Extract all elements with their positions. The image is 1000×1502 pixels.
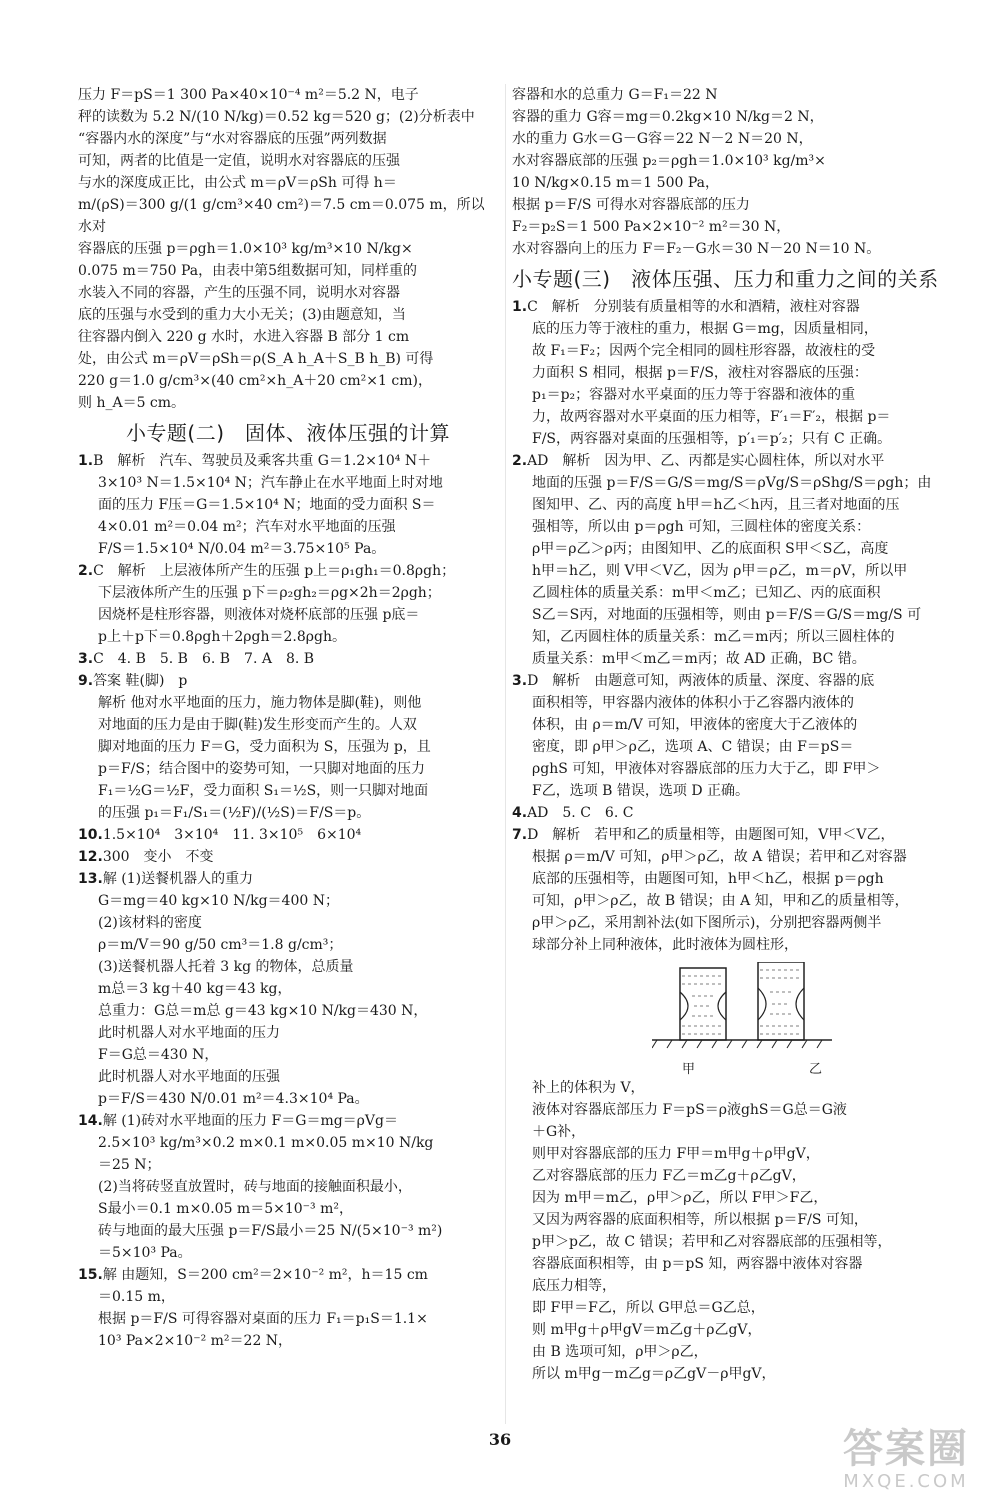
text-line: p甲＞p乙，故 C 错误；若甲和乙对容器底部的压强相等， (532, 1234, 892, 1250)
answer-number: 12. (78, 849, 103, 865)
answer-line: 此时机器人对水平地面的压力 (98, 1025, 280, 1041)
answer-line: 底部的压强相等，由题图可知，h甲＜h乙，根据 p＝ρgh (532, 871, 884, 887)
answer-line: h甲＝h乙，则 V甲＜V乙，因为 ρ甲＝ρ乙，m＝ρV，所以甲 (532, 563, 908, 579)
container-yi (758, 962, 804, 1040)
column-divider (505, 84, 506, 1424)
answer-line: (3)送餐机器人托着 3 kg 的物体，总质量 (98, 959, 354, 975)
answer-text: AD 解析 因为甲、乙、丙都是实心圆柱体，所以对水平 (527, 453, 885, 469)
answer-line: p＝F/S＝430 N/0.01 m²＝4.3×10⁴ Pa。 (98, 1091, 369, 1107)
answer-number: 13. (78, 871, 103, 887)
answer-item (512, 670, 942, 802)
answer-line: 2.5×10³ kg/m³×0.2 m×0.1 m×0.05 m×10 N/kg (98, 1135, 434, 1151)
answer-text: C 解析 上层液体所产生的压强 p上＝ρ₁gh₁＝0.8ρgh； (93, 563, 456, 579)
answer-line: p₁＝p₂；容器对水平桌面的压力等于容器和液体的重 (532, 387, 856, 403)
answer-line: F＝G总＝430 N， (98, 1047, 219, 1063)
text-line: “容器内水的深度”与“水对容器底的压强”两列数据 (78, 131, 387, 147)
answer-item (512, 824, 942, 956)
figure-label-jia: 甲 (682, 1062, 696, 1077)
answer-item (78, 868, 498, 1110)
answer-text: 300 变小 不变 (102, 849, 214, 865)
answer-item (78, 450, 498, 560)
section-title-3: 小专题(三) 液体压强、压力和重力之间的关系 (512, 267, 939, 291)
text-line: 由 B 选项可知，ρ甲＞ρ乙， (532, 1344, 708, 1360)
answer-line: 根据 p＝F/S 可得容器对桌面的压力 F₁＝p₁S＝1.1× (98, 1311, 428, 1327)
answer-item (512, 296, 942, 450)
left-column (78, 84, 498, 1352)
answer-line: 10³ Pa×2×10⁻² m²＝22 N， (98, 1333, 293, 1349)
answer-line: 砖与地面的最大压强 p＝F/S最小＝25 N/(5×10⁻³ m²) (98, 1223, 443, 1239)
text-line: 因为 m甲＝m乙，ρ甲＞ρ乙，所以 F甲＞F乙， (532, 1190, 828, 1206)
containers-figure (652, 962, 832, 1050)
answer-line: 4×0.01 m²＝0.04 m²；汽车对水平地面的压强 (98, 519, 396, 535)
text-line: 秤的读数为 5.2 N/(10 N/kg)＝0.52 kg＝520 g；(2)分析表中 (78, 109, 475, 125)
answer-text: D 解析 若甲和乙的质量相等，由题图可知，V甲＜V乙， (527, 827, 895, 843)
answer-item (78, 648, 498, 670)
figure-labels (682, 1058, 822, 1077)
answer-line: ＝0.15 m， (98, 1289, 175, 1305)
container-jia (680, 968, 726, 1040)
answer-text: C 4. B 5. B 6. B 7. A 8. B (93, 651, 315, 667)
answer-text: 答案 鞋(脚) p (93, 673, 188, 689)
answer-item (512, 802, 942, 824)
text-line: ＋G补， (532, 1124, 586, 1140)
text-line: 所以 m甲g－m乙g＝ρ乙gV－ρ甲gV， (532, 1366, 776, 1382)
text-line: 容器底的压强 p＝ρgh＝1.0×10³ kg/m³×10 N/kg× (78, 241, 413, 257)
text-line: 液体对容器底部压力 F＝pS＝ρ液ghS＝G总＝G液 (532, 1102, 847, 1118)
answer-text: 1.5×10⁴ 3×10⁴ 11. 3×10⁵ 6×10⁴ (102, 827, 362, 843)
answer-line: 体积，由 ρ＝m/V 可知，甲液体的密度大于乙液体的 (532, 717, 858, 733)
answer-number: 3. (78, 651, 94, 667)
answer-first-line (78, 560, 498, 582)
answer-item (78, 1264, 498, 1352)
answer-line: ρ＝m/V＝90 g/50 cm³＝1.8 g/cm³； (98, 937, 343, 953)
answer-line: G＝mg＝40 kg×10 N/kg＝400 N； (98, 893, 339, 909)
right-intro-text (512, 84, 942, 260)
answer-line: 底的压力等于液柱的重力，根据 G＝mg，因质量相同， (532, 321, 878, 337)
answer-number: 7. (512, 827, 528, 843)
answer-item (78, 824, 498, 846)
answer-line: p＝F/S；结合图中的姿势可知，一只脚对地面的压力 (98, 761, 425, 777)
answer-line: ρ甲＝ρ乙＞ρ丙；由图知甲、乙的底面积 S甲＜S乙，高度 (532, 541, 889, 557)
answer-number: 10. (78, 827, 103, 843)
answer-line: 密度，即 ρ甲＞ρ乙，选项 A、C 错误；由 F＝pS＝ (532, 739, 854, 755)
answer-line: 总重力：G总＝m总 g＝43 kg×10 N/kg＝430 N， (98, 1003, 428, 1019)
text-line: 乙对容器底部的压力 F乙＝m乙g＋ρ乙gV， (532, 1168, 806, 1184)
answer-first-line (78, 824, 498, 846)
answer-line: ＝5×10³ Pa。 (98, 1245, 192, 1261)
text-line: m/(ρS)＝300 g/(1 g/cm³×40 cm²)＝7.5 cm＝0.075 m，所以水对 (78, 197, 485, 235)
answer-line: 脚对地面的压力 F＝G，受力面积为 S，压强为 p，且 (98, 739, 431, 755)
watermark-text-bottom: MXQE.COM (843, 1471, 969, 1492)
left-answer-list (78, 450, 498, 1352)
answer-first-line (512, 802, 942, 824)
answer-line: 故 F₁＝F₂；因两个完全相同的圆柱形容器，故液柱的受 (532, 343, 876, 359)
answer-text: D 解析 由题意可知，两液体的质量、深度、容器的底 (527, 673, 875, 689)
answer-first-line (78, 1264, 498, 1286)
answer-first-line (78, 846, 498, 868)
answer-line: 此时机器人对水平地面的压强 (98, 1069, 280, 1085)
answer-line: 的压强 p₁＝F₁/S₁＝(½F)/(½S)＝F/S＝p。 (98, 805, 371, 821)
answer-first-line (78, 450, 498, 472)
left-intro-text (78, 84, 498, 414)
answer-line: S最小＝0.1 m×0.05 m＝5×10⁻³ m²， (98, 1201, 354, 1217)
answer-first-line (78, 1110, 498, 1132)
answer-line: 解析 他对水平地面的压力，施力物体是脚(鞋)，则他 (98, 695, 422, 711)
answer-line: 知，乙丙圆柱体的质量关系：m乙＝m丙；所以三圆柱体的 (532, 629, 895, 645)
answer-text: C 解析 分别装有质量相等的水和酒精，液柱对容器 (527, 299, 860, 315)
answer-number: 1. (78, 453, 94, 469)
answer-item (78, 1110, 498, 1264)
answer-number: 14. (78, 1113, 103, 1129)
text-line: 水装入不同的容器，产生的压强不同，说明水对容器 (78, 285, 400, 301)
text-line: 与水的深度成正比，由公式 m＝ρV＝ρSh 可得 h＝ (78, 175, 397, 191)
text-line: 底压力相等， (532, 1278, 616, 1294)
text-line: 220 g＝1.0 g/cm³×(40 cm²×h_A＋20 cm²×1 cm)， (78, 373, 432, 389)
answer-line: 可知，ρ甲＞ρ乙，故 B 错误；由 A 知，甲和乙的质量相等， (532, 893, 909, 909)
text-line: 底的压强与水受到的重力大小无关；(3)由题意知，当 (78, 307, 406, 323)
text-line: 容器的重力 G容＝mg＝0.2kg×10 N/kg＝2 N， (512, 109, 824, 125)
answer-number: 1. (512, 299, 528, 315)
section-title-2: 小专题(二) 固体、液体压强的计算 (125, 421, 451, 445)
answer-line: 对地面的压力是由于脚(鞋)发生形变而产生的。人双 (98, 717, 417, 733)
right-answer-list (512, 296, 942, 956)
answer-line: 因烧杯是柱形容器，则液体对烧杯底部的压强 p底＝ (98, 607, 420, 623)
answer-line: 力面积 S 相同，根据 p＝F/S，液柱对容器底的压强： (532, 365, 868, 381)
answer-line: 根据 ρ＝m/V 可知，ρ甲＞ρ乙，故 A 错误；若甲和乙对容器 (532, 849, 907, 865)
answer-line: 3×10³ N＝1.5×10⁴ N；汽车静止在水平地面上时对地 (98, 475, 443, 491)
answer-first-line (512, 670, 942, 692)
answer-number: 2. (512, 453, 528, 469)
text-line: 往容器内倒入 220 g 水时，水进入容器 B 部分 1 cm (78, 329, 410, 345)
answer-line: 乙圆柱体的质量关系：m甲＜m乙；已知乙、丙的底面积 (532, 585, 881, 601)
answer-text: 解 (1)送餐机器人的重力 (102, 871, 254, 887)
right-after-figure-text (512, 1077, 942, 1385)
answer-line: 地面的压强 p＝F/S＝G/S＝mg/S＝ρVg/S＝ρShg/S＝ρgh；由 (532, 475, 932, 491)
answer-line: ＝25 N； (98, 1157, 161, 1173)
answer-line: F乙，选项 B 错误，选项 D 正确。 (532, 783, 750, 799)
text-line: 则甲对容器底部的压力 F甲＝m甲g＋ρ甲gV， (532, 1146, 820, 1162)
text-line: 水对容器向上的压力 F＝F₂－G水＝30 N－20 N＝10 N。 (512, 241, 881, 257)
text-line: 水对容器底部的压强 p₂＝ρgh＝1.0×10³ kg/m³× (512, 153, 826, 169)
text-line: 水的重力 G水＝G－G容＝22 N－2 N＝20 N， (512, 131, 813, 147)
answer-line: 面的压力 F压＝G＝1.5×10⁴ N；地面的受力面积 S＝ (98, 497, 436, 513)
text-line: 处，由公式 m＝ρV＝ρSh＝ρ(S_A h_A＋S_B h_B) 可得 (78, 351, 434, 367)
answer-line: 强相等，所以由 p＝ρgh 可知，三圆柱体的密度关系： (532, 519, 871, 535)
text-line: 10 N/kg×0.15 m＝1 500 Pa， (512, 175, 719, 191)
answer-item (78, 560, 498, 648)
answer-line: ρ甲＞ρ乙，采用割补法(如下图所示)，分别把容器两侧半 (532, 915, 882, 931)
answer-line: 面积相等，甲容器内液体的体积小于乙容器内液体的 (532, 695, 854, 711)
answer-text: 解 (1)砖对水平地面的压力 F＝G＝mg＝ρVg＝ (102, 1113, 398, 1129)
answer-line: (2)该材料的密度 (98, 915, 202, 931)
answer-number: 2. (78, 563, 94, 579)
answer-text: B 解析 汽车、驾驶员及乘客共重 G＝1.2×10⁴ N＋ (93, 453, 432, 469)
text-line: 容器底面积相等，由 p＝pS 知，两容器中液体对容器 (532, 1256, 863, 1272)
page-number: 36 (488, 1430, 512, 1449)
answer-first-line (78, 670, 498, 692)
answer-first-line (512, 296, 942, 318)
answer-first-line (512, 824, 942, 846)
answer-line: 力，故两容器对水平桌面的压力相等，F′₁＝F′₂，根据 p＝ (532, 409, 891, 425)
text-line: 又因为两容器的底面积相等，所以根据 p＝F/S 可知， (532, 1212, 868, 1228)
answer-number: 15. (78, 1267, 103, 1283)
answer-line: 下层液体所产生的压强 p下＝ρ₂gh₂＝ρg×2h＝2ρgh； (98, 585, 441, 601)
figure-label-yi: 乙 (808, 1062, 822, 1077)
answer-line: m总＝3 kg＋40 kg＝43 kg， (98, 981, 292, 997)
watermark-text-top: 答案圈 (843, 1426, 969, 1472)
text-line: 则 m甲g＋ρ甲gV＝m乙g＋ρ乙gV， (532, 1322, 762, 1338)
text-line: 即 F甲＝F乙，所以 G甲总＝G乙总， (532, 1300, 765, 1316)
text-line: 可知，两者的比值是一定值，说明水对容器底的压强 (78, 153, 400, 169)
answer-text: AD 5. C 6. C (527, 805, 634, 821)
right-column (512, 84, 942, 1385)
answer-item (512, 450, 942, 670)
answer-line: (2)当将砖竖直放置时，砖与地面的接触面积最小， (98, 1179, 412, 1195)
answer-number: 9. (78, 673, 94, 689)
answer-line: ρghS 可知，甲液体对容器底部的压力大于乙，即 F甲＞ (532, 761, 881, 777)
answer-line: 图知甲、乙、丙的高度 h甲＝h乙＜h丙，且三者对地面的压 (532, 497, 900, 513)
answer-first-line (78, 868, 498, 890)
answer-text: 解 由题知，S＝200 cm²＝2×10⁻² m²，h＝15 cm (102, 1267, 428, 1283)
text-line: 0.075 m＝750 Pa，由表中第5组数据可知，同样重的 (78, 263, 418, 279)
answer-number: 3. (512, 673, 528, 689)
answer-number: 4. (512, 805, 528, 821)
answer-line: F/S＝1.5×10⁴ N/0.04 m²＝3.75×10⁵ Pa。 (98, 541, 386, 557)
text-line: 补上的体积为 V， (532, 1080, 645, 1096)
watermark-logo (826, 1426, 986, 1496)
answer-line: F₁＝½G＝½F，受力面积 S₁＝½S，则一只脚对地面 (98, 783, 429, 799)
answer-line: 质量关系：m甲＜m乙＝m丙；故 AD 正确，BC 错。 (532, 651, 866, 667)
text-line: F₂＝p₂S＝1 500 Pa×2×10⁻² m²＝30 N， (512, 219, 791, 235)
answer-line: F/S，两容器对桌面的压强相等，p′₁＝p′₂；只有 C 正确。 (532, 431, 892, 447)
text-line: 根据 p＝F/S 可得水对容器底部的压力 (512, 197, 750, 213)
text-line: 压力 F＝pS＝1 300 Pa×40×10⁻⁴ m²＝5.2 N，电子 (78, 87, 419, 103)
answer-line: 球部分补上同种液体，此时液体为圆柱形， (532, 937, 798, 953)
answer-line: p上＋p下＝0.8ρgh＋2ρgh＝2.8ρgh。 (98, 629, 346, 645)
answer-first-line (512, 450, 942, 472)
answer-item (78, 670, 498, 824)
answer-item (78, 846, 498, 868)
text-line: 则 h_A＝5 cm。 (78, 395, 186, 411)
text-line: 容器和水的总重力 G＝F₁＝22 N (512, 87, 718, 103)
answer-first-line (78, 648, 498, 670)
answer-line: S乙＝S丙，对地面的压强相等，则由 p＝F/S＝G/S＝mg/S 可 (532, 607, 922, 623)
